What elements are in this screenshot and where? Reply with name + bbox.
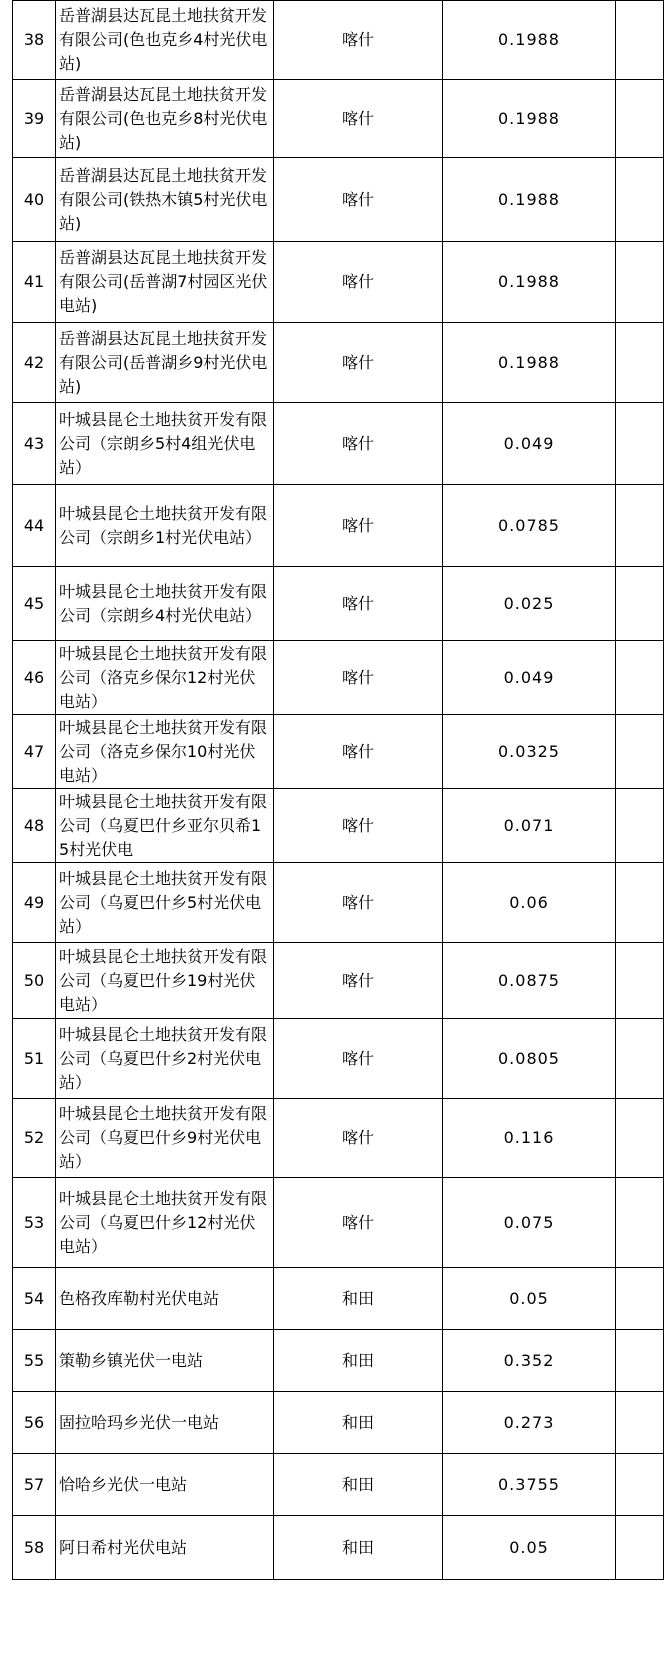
capacity-cell: 0.05 — [443, 1516, 616, 1580]
row-number-cell: 45 — [13, 567, 56, 641]
row-number-cell: 50 — [13, 943, 56, 1019]
note-cell — [616, 485, 664, 567]
table-row — [13, 863, 664, 943]
region-cell: 和田 — [274, 1392, 443, 1454]
table-row — [13, 403, 664, 485]
region-cell: 喀什 — [274, 323, 443, 403]
capacity-cell: 0.0325 — [443, 715, 616, 789]
capacity-cell: 0.273 — [443, 1392, 616, 1454]
row-number-cell: 53 — [13, 1178, 56, 1268]
capacity-cell: 0.0805 — [443, 1019, 616, 1099]
note-cell — [616, 1268, 664, 1330]
capacity-cell: 0.1988 — [443, 80, 616, 158]
station-name-cell — [56, 1178, 274, 1268]
station-name-cell — [56, 641, 274, 715]
table-row — [13, 1330, 664, 1392]
station-name-cell — [56, 1019, 274, 1099]
station-name-cell — [56, 863, 274, 943]
row-number-cell: 40 — [13, 158, 56, 242]
table-body — [13, 1, 664, 1580]
note-cell — [616, 323, 664, 403]
row-number-cell: 51 — [13, 1019, 56, 1099]
region-cell: 和田 — [274, 1516, 443, 1580]
note-cell — [616, 158, 664, 242]
power-station-table — [12, 0, 664, 1580]
station-name-cell — [56, 789, 274, 863]
region-cell: 喀什 — [274, 403, 443, 485]
table-row — [13, 641, 664, 715]
region-cell: 喀什 — [274, 80, 443, 158]
station-name-cell — [56, 80, 274, 158]
note-cell — [616, 403, 664, 485]
row-number-cell: 44 — [13, 485, 56, 567]
row-number-cell: 41 — [13, 242, 56, 323]
note-cell — [616, 1099, 664, 1178]
region-cell: 喀什 — [274, 943, 443, 1019]
table-row — [13, 1392, 664, 1454]
table-row — [13, 1099, 664, 1178]
capacity-cell: 0.1988 — [443, 323, 616, 403]
note-cell — [616, 863, 664, 943]
station-name-cell — [56, 485, 274, 567]
capacity-cell: 0.06 — [443, 863, 616, 943]
row-number-cell: 46 — [13, 641, 56, 715]
station-name-cell — [56, 1454, 274, 1516]
station-name-text: 阿日希村光伏电站 — [59, 1537, 188, 1557]
note-cell — [616, 943, 664, 1019]
region-cell: 和田 — [274, 1330, 443, 1392]
station-name-text: 叶城县昆仑土地扶贫开发有限公司（乌夏巴什乡9村光伏电站） — [59, 1104, 268, 1171]
region-cell: 喀什 — [274, 1178, 443, 1268]
station-name-cell — [56, 1516, 274, 1580]
station-name-cell — [56, 1330, 274, 1392]
table-row — [13, 323, 664, 403]
region-cell: 喀什 — [274, 567, 443, 641]
row-number-cell: 49 — [13, 863, 56, 943]
row-number-cell: 54 — [13, 1268, 56, 1330]
station-name-text: 叶城县昆仑土地扶贫开发有限公司（乌夏巴什乡5村光伏电站） — [59, 868, 268, 936]
region-cell: 喀什 — [274, 1099, 443, 1178]
capacity-cell: 0.3755 — [443, 1454, 616, 1516]
station-name-text: 恰哈乡光伏一电站 — [59, 1474, 188, 1494]
capacity-cell: 0.075 — [443, 1178, 616, 1268]
capacity-cell: 0.049 — [443, 641, 616, 715]
note-cell — [616, 641, 664, 715]
table-row — [13, 567, 664, 641]
note-cell — [616, 715, 664, 789]
table-row — [13, 1454, 664, 1516]
capacity-cell: 0.025 — [443, 567, 616, 641]
region-cell: 喀什 — [274, 641, 443, 715]
table-row — [13, 1268, 664, 1330]
note-cell — [616, 1516, 664, 1580]
row-number-cell: 38 — [13, 1, 56, 80]
row-number-cell: 43 — [13, 403, 56, 485]
row-number-cell: 55 — [13, 1330, 56, 1392]
row-number-cell: 52 — [13, 1099, 56, 1178]
station-name-text: 叶城县昆仑土地扶贫开发有限公司（宗朗乡1村光伏电站） — [59, 503, 268, 547]
row-number-cell: 47 — [13, 715, 56, 789]
row-number-cell: 58 — [13, 1516, 56, 1580]
table-row — [13, 943, 664, 1019]
table-row — [13, 715, 664, 789]
station-name-text: 叶城县昆仑土地扶贫开发有限公司（宗朗乡4村光伏电站） — [59, 581, 268, 625]
table-row — [13, 789, 664, 863]
station-name-text: 叶城县昆仑土地扶贫开发有限公司（洛克乡保尔10村光伏电站） — [59, 717, 268, 785]
note-cell — [616, 1392, 664, 1454]
station-name-text: 叶城县昆仑土地扶贫开发有限公司（乌夏巴什乡亚尔贝希15村光伏电 — [59, 791, 268, 859]
capacity-cell: 0.1988 — [443, 1, 616, 80]
station-name-cell — [56, 1, 274, 80]
note-cell — [616, 80, 664, 158]
region-cell: 喀什 — [274, 242, 443, 323]
region-cell: 喀什 — [274, 158, 443, 242]
row-number-cell: 57 — [13, 1454, 56, 1516]
station-name-text: 岳普湖县达瓦昆土地扶贫开发有限公司(色也克乡4村光伏电站) — [59, 6, 268, 73]
station-name-cell — [56, 403, 274, 485]
capacity-cell: 0.05 — [443, 1268, 616, 1330]
note-cell — [616, 567, 664, 641]
station-name-cell — [56, 715, 274, 789]
station-name-cell — [56, 943, 274, 1019]
station-name-text: 岳普湖县达瓦昆土地扶贫开发有限公司(色也克乡8村光伏电站) — [59, 84, 268, 152]
table-row — [13, 158, 664, 242]
region-cell: 和田 — [274, 1268, 443, 1330]
region-cell: 喀什 — [274, 863, 443, 943]
station-name-text: 固拉哈玛乡光伏一电站 — [59, 1412, 220, 1432]
region-cell: 喀什 — [274, 1, 443, 80]
station-name-cell — [56, 1099, 274, 1178]
row-number-cell: 39 — [13, 80, 56, 158]
station-name-text: 色格孜库勒村光伏电站 — [59, 1288, 220, 1308]
capacity-cell: 0.1988 — [443, 158, 616, 242]
capacity-cell: 0.0875 — [443, 943, 616, 1019]
note-cell — [616, 1019, 664, 1099]
station-name-text: 岳普湖县达瓦昆土地扶贫开发有限公司(铁热木镇5村光伏电站) — [59, 165, 268, 233]
station-name-cell — [56, 158, 274, 242]
table-row — [13, 242, 664, 323]
note-cell — [616, 242, 664, 323]
region-cell: 喀什 — [274, 1019, 443, 1099]
region-cell: 喀什 — [274, 715, 443, 789]
station-name-cell — [56, 1392, 274, 1454]
table-row — [13, 485, 664, 567]
station-name-text: 叶城县昆仑土地扶贫开发有限公司（宗朗乡5村4组光伏电站） — [59, 409, 268, 477]
table-row — [13, 1, 664, 80]
row-number-cell: 42 — [13, 323, 56, 403]
region-cell: 喀什 — [274, 789, 443, 863]
station-name-text: 叶城县昆仑土地扶贫开发有限公司（乌夏巴什乡12村光伏电站） — [59, 1188, 268, 1256]
capacity-cell: 0.049 — [443, 403, 616, 485]
station-name-cell — [56, 323, 274, 403]
station-name-text: 岳普湖县达瓦昆土地扶贫开发有限公司(岳普湖7村园区光伏电站) — [59, 248, 268, 315]
table-row — [13, 80, 664, 158]
station-name-cell — [56, 567, 274, 641]
note-cell — [616, 1454, 664, 1516]
table-row — [13, 1516, 664, 1580]
station-name-cell — [56, 242, 274, 323]
capacity-cell: 0.1988 — [443, 242, 616, 323]
capacity-cell: 0.116 — [443, 1099, 616, 1178]
note-cell — [616, 1, 664, 80]
station-name-text: 岳普湖县达瓦昆土地扶贫开发有限公司(岳普湖乡9村光伏电站) — [59, 328, 268, 396]
note-cell — [616, 1330, 664, 1392]
table-row — [13, 1019, 664, 1099]
station-name-text: 叶城县昆仑土地扶贫开发有限公司（乌夏巴什乡19村光伏电站） — [59, 946, 268, 1014]
capacity-cell: 0.0785 — [443, 485, 616, 567]
region-cell: 喀什 — [274, 485, 443, 567]
row-number-cell: 56 — [13, 1392, 56, 1454]
station-name-text: 叶城县昆仑土地扶贫开发有限公司（乌夏巴什乡2村光伏电站） — [59, 1024, 268, 1092]
capacity-cell: 0.352 — [443, 1330, 616, 1392]
station-name-cell — [56, 1268, 274, 1330]
station-name-text: 叶城县昆仑土地扶贫开发有限公司（洛克乡保尔12村光伏电站） — [59, 643, 268, 711]
note-cell — [616, 1178, 664, 1268]
capacity-cell: 0.071 — [443, 789, 616, 863]
table-row — [13, 1178, 664, 1268]
row-number-cell: 48 — [13, 789, 56, 863]
region-cell: 和田 — [274, 1454, 443, 1516]
station-name-text: 策勒乡镇光伏一电站 — [59, 1350, 204, 1370]
note-cell — [616, 789, 664, 863]
